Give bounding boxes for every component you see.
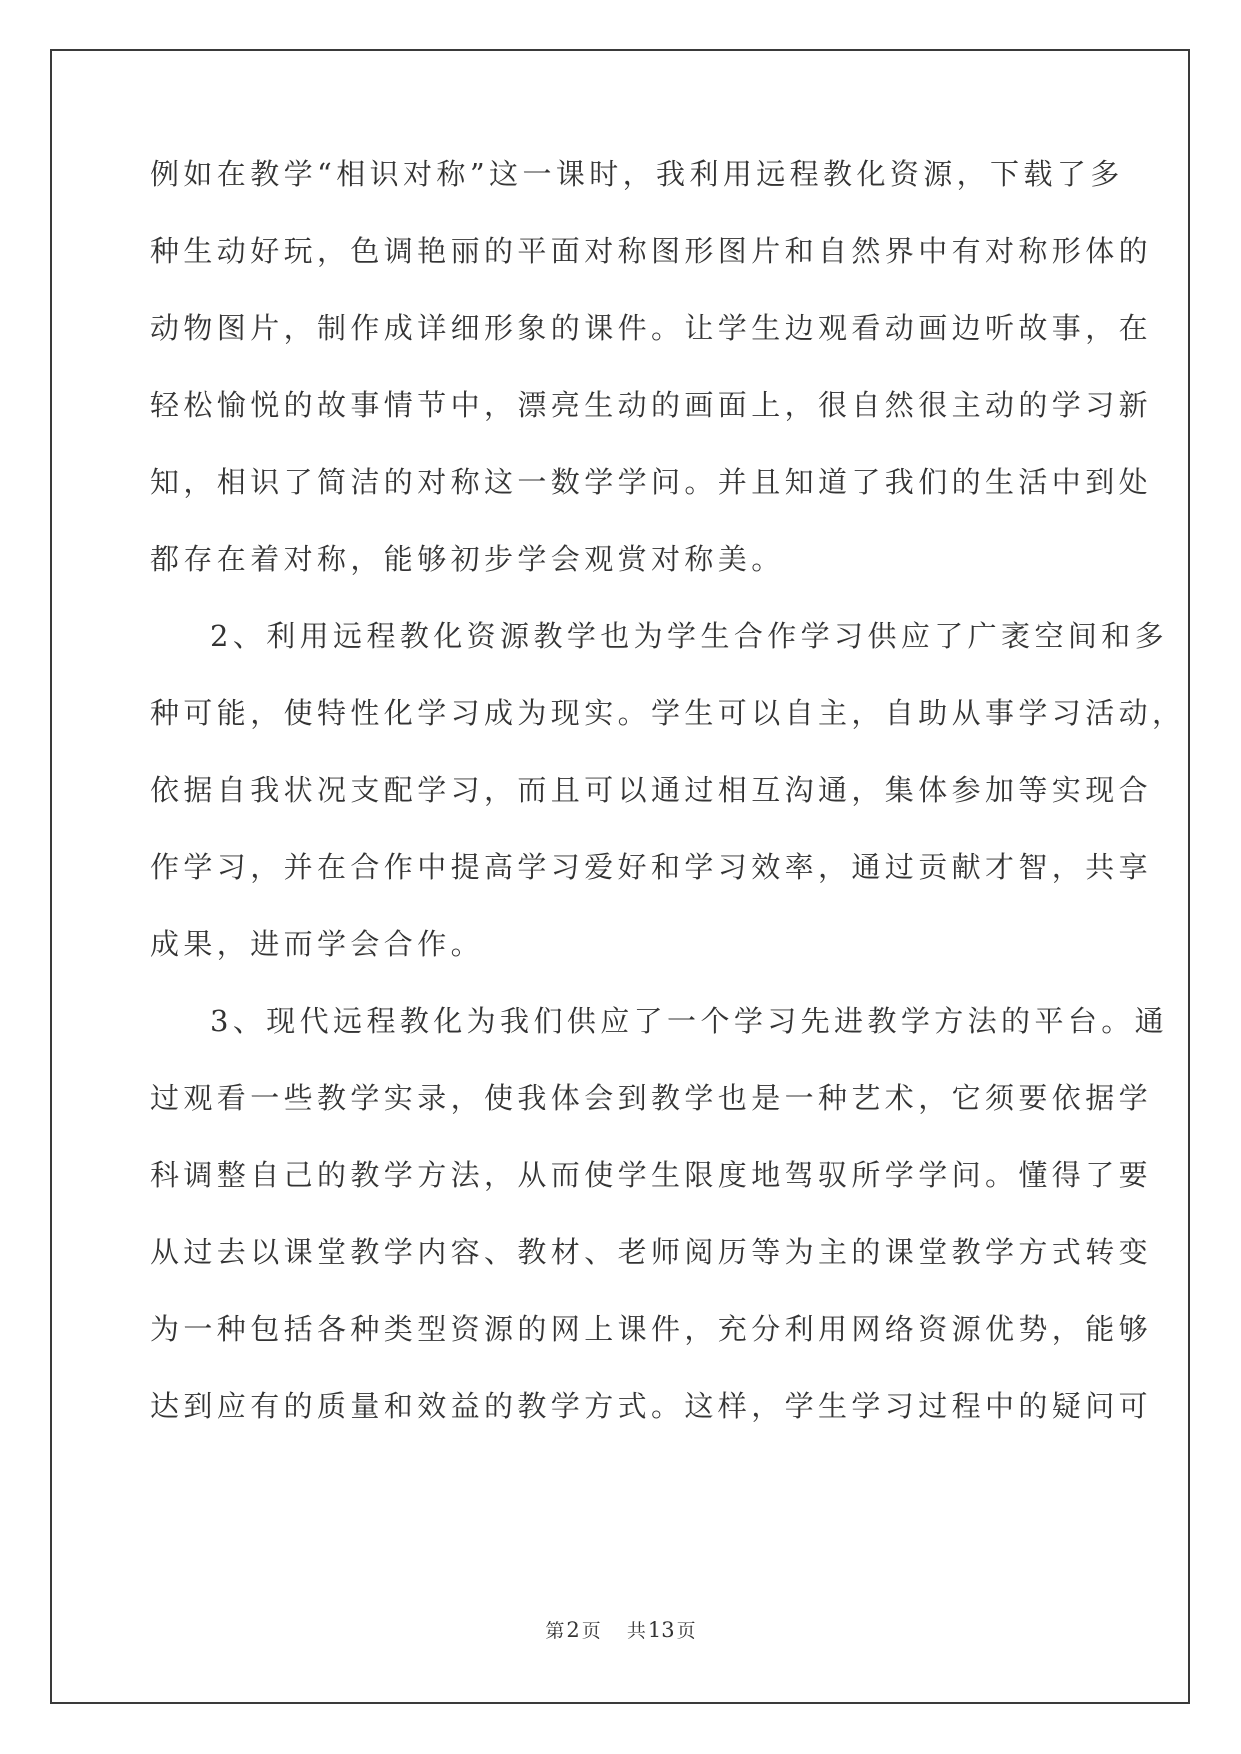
paragraph-line: 种生动好玩，色调艳丽的平面对称图形图片和自然界中有对称形体的	[150, 234, 1153, 268]
page-suffix: 页	[581, 1620, 601, 1642]
paragraph-line: 为一种包括各种类型资源的网上课件，充分利用网络资源优势，能够	[150, 1312, 1153, 1346]
paragraph-line: 过观看一些教学实录，使我体会到教学也是一种艺术，它须要依据学	[150, 1081, 1153, 1115]
total-prefix: 共	[626, 1620, 646, 1642]
paragraph-line: 轻松愉悦的故事情节中，漂亮生动的画面上，很自然很主动的学习新	[150, 388, 1153, 422]
paragraph-line: 知，相识了简洁的对称这一数学学问。并且知道了我们的生活中到处	[150, 465, 1153, 499]
paragraph-line: 都存在着对称，能够初步学会观赏对称美。	[150, 542, 785, 576]
total-suffix: 页	[676, 1620, 696, 1642]
page-prefix: 第	[545, 1620, 565, 1642]
paragraph-line: 科调整自己的教学方法，从而使学生限度地驾驭所学学问。懂得了要	[150, 1158, 1153, 1192]
paragraph-line: 种可能，使特性化学习成为现实。学生可以自主，自助从事学习活动，	[150, 696, 1186, 730]
page-footer	[0, 1616, 1241, 1643]
total-pages: 13	[647, 1618, 675, 1642]
paragraph-line: 从过去以课堂教学内容、教材、老师阅历等为主的课堂教学方式转变	[150, 1235, 1153, 1269]
paragraph-line: 例如在教学“相识对称”这一课时，我利用远程教化资源，下载了多	[150, 157, 1124, 191]
paragraph-line: 动物图片，制作成详细形象的课件。让学生边观看动画边听故事，在	[150, 311, 1153, 345]
paragraph-line: 达到应有的质量和效益的教学方式。这样，学生学习过程中的疑问可	[150, 1389, 1153, 1423]
paragraph-line-indented: 2、利用远程教化资源教学也为学生合作学习供应了广袤空间和多	[210, 619, 1169, 653]
paragraph-line: 作学习，并在合作中提高学习爱好和学习效率，通过贡献才智，共享	[150, 850, 1153, 884]
paragraph-line: 依据自我状况支配学习，而且可以通过相互沟通，集体参加等实现合	[150, 773, 1153, 807]
paragraph-line: 成果，进而学会合作。	[150, 927, 485, 961]
paragraph-line-indented: 3、现代远程教化为我们供应了一个学习先进教学方法的平台。通	[210, 1004, 1169, 1038]
page-number: 2	[566, 1618, 580, 1642]
